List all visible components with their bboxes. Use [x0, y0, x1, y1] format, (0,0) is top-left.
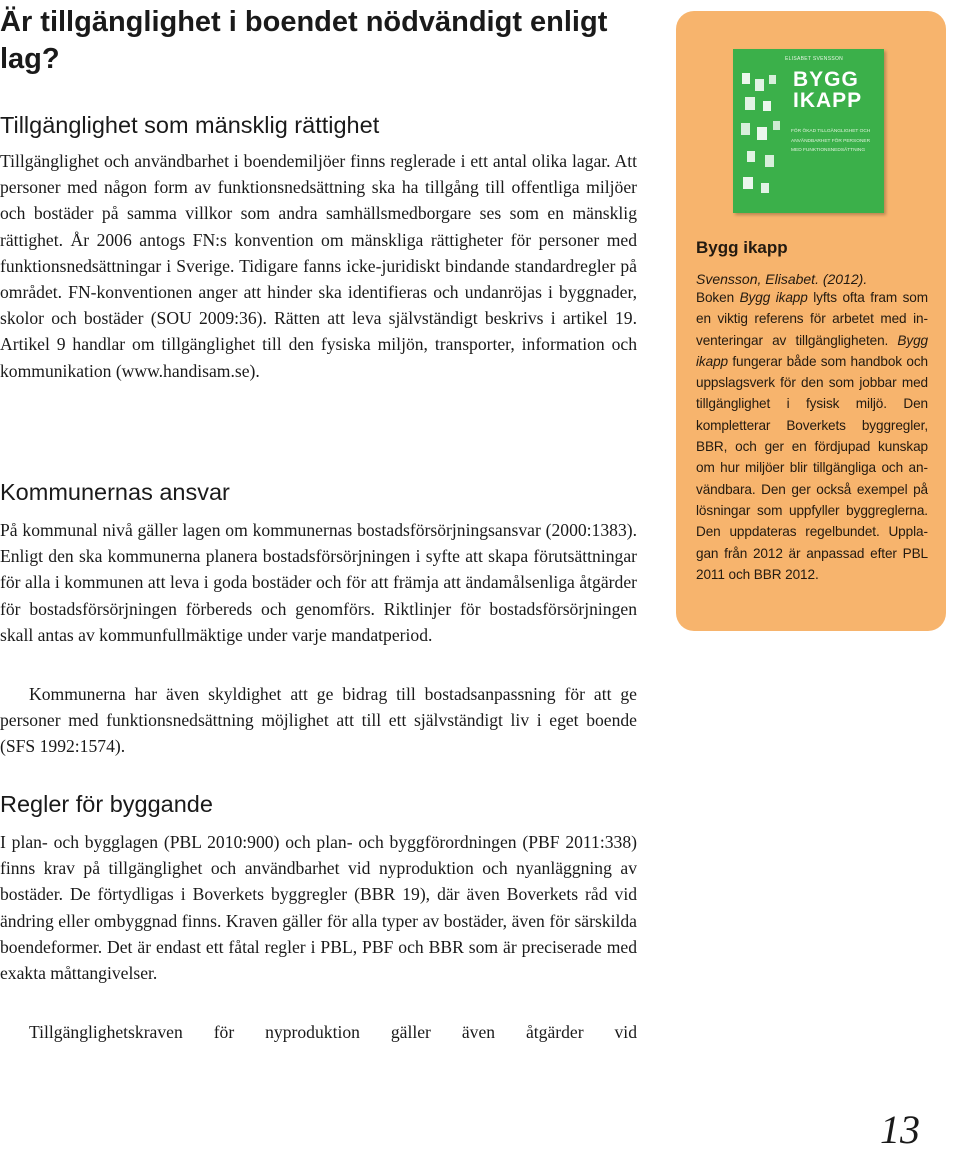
page-title: Är tillgänglighet i boendet nödvändigt enligt lag? [0, 6, 608, 75]
section-heading-building-rules: Regler för byggande [0, 791, 213, 817]
paragraph-building-rules-1: I plan- och bygglagen (PBL 2010:900) och plan- och byggförordningen (PBF 2011:338) finns krav på tillgänglighet och användbarhet vid nyproduktion och nyanläggning av bostäder. De förtydligas i Boverkets byggregler (BBR 19), där även Boverkets råd vid ändring eller ombyggnad finns. Kraven gäller för alla typer av bostäder, även för särskilda boendeformer. Det är endast ett fåtal regler i PBL, PBF och BBR som är preciserade med exakta måttangivelser. [0, 832, 637, 984]
cover-decoration-icon [739, 71, 787, 211]
sidebar-body [696, 287, 928, 585]
paragraph-rights: Tillgänglighet och användbarhet i boendemiljöer finns reglerade i ett antal olika lagar. Att personer med någon form av funktionsnedsättning ska ha tillgång till offentliga miljöer och bostäder på samma villkor som andra samhällsmedborgare ses som en mänsklig rättighet. År 2006 antogs FN:s konvention om mänskliga rättigheter för personer med funktionsnedsättningar i Sverige. Tidigare fanns icke-juridiskt bindande standardregler på området. FN-konventionen anger att hinder ska identifieras och undanröjas i byggnader, skolor och bostäder (SOU 2009:36). Rätten att leva självständigt beskrivs i artikel 19. Artikel 9 handlar om tillgänglighet till den fysiska miljön, transporter, information och kommunikation (www.handisam.se). [0, 151, 637, 381]
cover-title-line2: IKAPP [793, 89, 863, 112]
cover-title-line1: BYGG [793, 68, 859, 91]
sidebar-body-text-1: lyfts ofta fram som en viktig referens för arbetet med inventeringar av tillgängligheten. [696, 290, 928, 348]
cover-subtitle: FÖR ÖKAD TILLGÄNGLIGHET OCH ANVÄNDBARHET FÖR PERSONER MED FUNKTIONSNEDSÄTTNING [791, 129, 871, 153]
sidebar-citation: Svensson, Elisabet. (2012). [696, 271, 868, 287]
sidebar-heading: Bygg ikapp [696, 238, 788, 257]
section-heading-rights: Tillgänglighet som mänsklig rättighet [0, 112, 380, 138]
sidebar-book-title: Bygg ikapp [739, 290, 808, 305]
sidebar-body-intro: Boken [696, 290, 740, 305]
sidebar-body-text-2: fungerar både som handbok och uppslagsverk för den som jobbar med tillgänglighet i fysisk miljö. Den kompletterar Boverkets byggregler, BBR, och ger en fördjupad kunskap om hur miljöer blir tillgängliga och användbara. Den ger också exempel på lösningar som uppfyller byggreglerna. Den uppdateras regelbundet. Upplagan från 2012 är anpassad efter PBL 2011 och BBR 2012. [696, 353, 928, 582]
book-cover-image [733, 49, 884, 213]
cover-author: ELISABET SVENSSON [785, 56, 844, 62]
paragraph-municipalities-2: Kommunerna har även skyldighet att ge bidrag till bostadsanpassning för att ge personer med funktionsnedsättning möjlighet att till ett självständigt liv i eget boende (SFS 1992:1574). [0, 684, 637, 757]
page-number: 13 [880, 1107, 920, 1152]
paragraph-municipalities-1: På kommunal nivå gäller lagen om kommunernas bostadsförsörjningsansvar (2000:1383). Enligt den ska kommunerna planera bostadsförsörjningen i syfte att skapa förutsättningar för alla i kommunen att leva i goda bostäder och för att främja att ändamålsenliga åtgärder för bostadsförsörjningen förbereds och genomförs. Riktlinjer för bostadsförsörjningen skall antas av kommunfullmäktige under varje mandatperiod. [0, 520, 637, 645]
sidebar-book-title-2: Bygg ikapp [696, 332, 928, 369]
cover-title [793, 69, 862, 111]
section-heading-municipalities: Kommunernas ansvar [0, 479, 230, 505]
paragraph-building-rules-2: Tillgänglighetskraven för nyproduktion gäller även åtgärder vid [29, 1022, 637, 1042]
